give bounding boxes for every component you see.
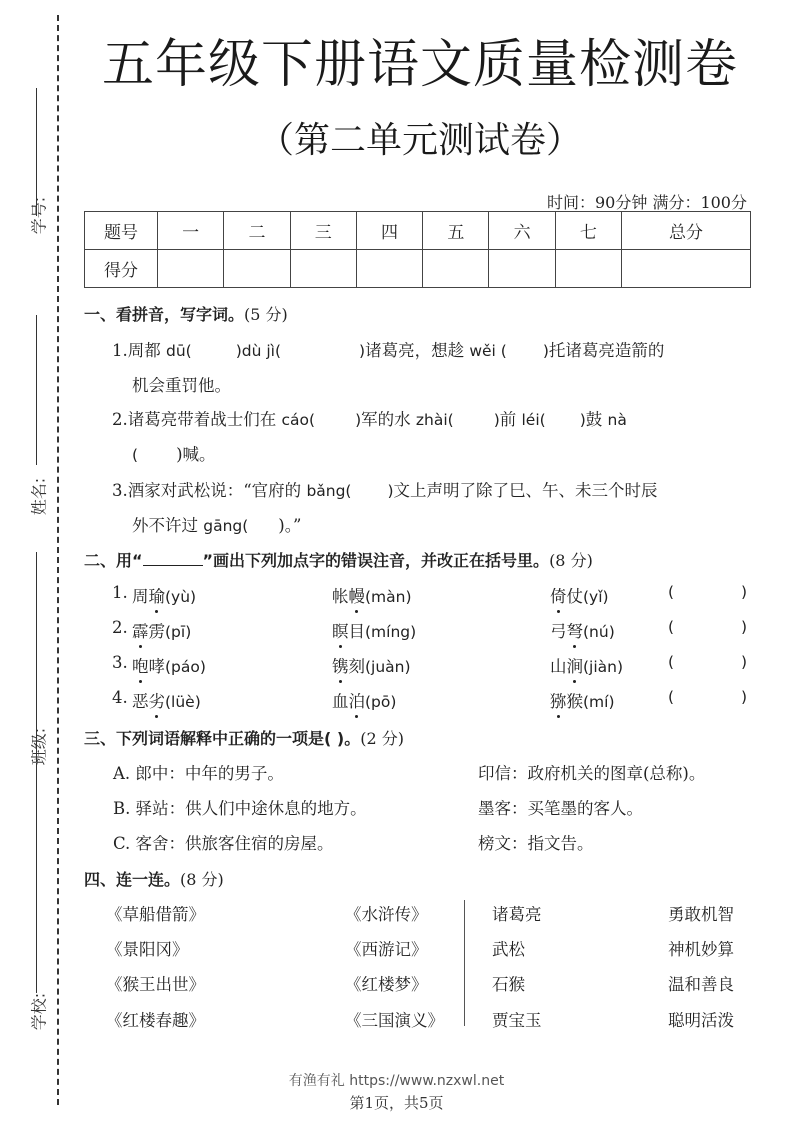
pinyin: (míng) [365,623,417,641]
pinyin: cáo( [281,411,316,429]
question-1-1 [112,337,664,361]
answer-paren-close: ) [741,688,748,706]
student-id-label: 学号: [29,196,49,235]
pinyin: nà [607,411,627,429]
word-char: 弩 [567,618,584,642]
question-text: 军的水 [361,410,411,429]
section-2-title-a: 二、用“ [84,551,143,570]
word-item [332,688,396,712]
word-char: 咆 [132,653,149,677]
pinyin: gāng( [203,517,249,535]
score-input-cell[interactable] [555,250,621,288]
question-text: 鼓 [585,410,603,429]
pinyin: (pō) [365,693,397,711]
table-cell: 一 [158,212,224,250]
question-text: 诸葛亮带着战士们在 [127,410,277,429]
class-label: 班级: [29,727,49,766]
page-number: 第1页，共5页 [349,1094,444,1112]
match-trait-1[interactable]: 勇敢机智 [668,905,734,924]
answer-paren-close: ) [741,583,748,601]
page-subtitle: （第二单元测试卷） [257,120,582,161]
word-item [550,653,623,677]
word-char: 泊 [349,688,366,712]
word-char: 猕 [550,688,567,712]
word-char: 瑜 [149,583,166,607]
section-1-heading [84,302,288,325]
option-c[interactable]: C. 客舍：供旅客住宿的房屋。 [113,834,334,853]
page-title: 五年级下册语文质量检测卷 [101,35,738,95]
word-item [132,618,191,642]
score-input-cell[interactable] [158,250,224,288]
match-story-4[interactable]: 《红楼春趣》 [106,1011,205,1030]
pinyin: (lüè) [165,693,201,711]
school-label: 学校: [29,992,49,1031]
section-3-title: 三、下列词语解释中正确的一项是( )。 [84,729,361,748]
match-trait-4[interactable]: 聪明活泼 [668,1011,734,1030]
score-input-cell[interactable] [224,250,290,288]
pinyin: dū( [166,342,192,360]
word-item [550,583,609,607]
word-char: 幔 [349,583,366,607]
answer-paren-open: ( [668,618,675,636]
match-trait-3[interactable]: 温和善良 [668,975,734,994]
pinyin: (jiàn) [583,658,624,676]
pinyin: (pī) [165,623,192,641]
question-number: 1. [112,341,128,360]
match-story-3[interactable]: 《猴王出世》 [106,975,205,994]
item-number: 2. [112,618,128,637]
pinyin: (páo) [165,658,206,676]
answer-paren-open: ( [668,653,675,671]
match-trait-2[interactable]: 神机妙算 [668,940,734,959]
pinyin: zhài( [415,411,454,429]
pinyin: ) [355,411,362,429]
word-char: 雳 [148,622,165,641]
score-input-cell[interactable] [489,250,555,288]
word-char: 猴 [566,692,583,711]
word-char: 霹 [132,618,149,642]
word-char: 帐 [332,587,349,606]
item-number: 4. [112,688,128,707]
question-text: 文上声明了除了巳、午、未三个时辰 [393,481,658,500]
question-1-3 [112,477,658,501]
match-book-4[interactable]: 《三国演义》 [345,1011,444,1030]
pinyin: (yù) [165,588,197,606]
word-item [332,618,416,642]
pinyin: ) [542,342,549,360]
option-a-right: 印信：政府机关的图章(总称)。 [478,764,706,783]
question-text: 周都 [127,341,161,360]
word-item [550,618,615,642]
question-1-3-cont [132,512,301,536]
question-number: 3. [112,481,128,500]
word-char: 刻 [348,657,365,676]
section-3-points: (2 分) [360,729,404,748]
section-4-title: 四、连一连。 [84,870,181,889]
pinyin: ) [387,482,394,500]
time-info: 时间：90分钟 满分：100分 [547,193,747,212]
pinyin: ) [235,342,242,360]
name-label: 姓名: [29,477,49,516]
question-text: )喊。 [176,445,216,464]
section-2-heading [84,548,593,571]
word-char: 山 [550,657,567,676]
table-row-headers [85,212,751,250]
match-story-2[interactable]: 《景阳冈》 [106,940,189,959]
section-2-points: (8 分) [549,551,593,570]
option-c-right: 榜文：指文告。 [478,834,594,853]
match-book-2[interactable]: 《西游记》 [345,940,428,959]
question-1-1-cont: 机会重罚他。 [132,376,231,395]
word-char: 瞑 [332,618,349,642]
cut-line [57,15,59,1105]
answer-paren-close: ) [741,618,748,636]
item-number: 3. [112,653,128,672]
table-cell: 得分 [85,250,158,288]
pinyin: ) [579,411,586,429]
underline-sample [143,551,203,566]
score-input-cell[interactable] [356,250,422,288]
pinyin: (màn) [365,588,412,606]
item-number: 1. [112,583,128,602]
pinyin: ( [132,446,139,464]
match-character-1[interactable]: 诸葛亮 [492,905,542,924]
word-char: 弓 [550,622,567,641]
table-cell: 六 [489,212,555,250]
score-input-cell[interactable] [622,250,751,288]
school-field-line[interactable] [36,763,37,993]
question-text: 酒家对武松说：“官府的 [127,481,302,500]
option-b-right: 墨客：买笔墨的客人。 [478,799,643,818]
word-item [550,688,615,712]
pinyin: (mí) [583,693,615,711]
answer-paren-close: ) [741,653,748,671]
pinyin: (yǐ) [583,588,609,606]
word-item [132,688,201,712]
question-text: 前 [499,410,517,429]
pinyin: (juàn) [365,658,411,676]
pinyin: (nú) [583,623,615,641]
table-row-scores [85,250,751,288]
score-table [84,211,751,288]
word-item [132,653,206,677]
section-2-title-b: ”画出下列加点字的错误注音，并改正在括号里。 [202,551,550,570]
match-character-2[interactable]: 武松 [492,940,525,959]
pinyin: ) [359,342,366,360]
pinyin: léi( [521,411,546,429]
question-number: 2. [112,410,128,429]
word-char: 镌 [332,653,349,677]
match-character-4[interactable]: 贾宝玉 [492,1011,542,1030]
pinyin: ) [493,411,500,429]
option-a[interactable]: A. 郎中：中年的男子。 [113,764,284,783]
answer-paren-open: ( [668,583,675,601]
word-item [132,583,196,607]
word-char: 恶 [132,692,149,711]
word-char: 周 [132,587,149,606]
section-1-points: (5 分) [244,305,288,324]
word-item [332,653,411,677]
table-cell: 七 [555,212,621,250]
match-character-3[interactable]: 石猴 [492,975,525,994]
answer-blank[interactable] [680,618,740,640]
question-1-2-cont [132,441,216,465]
word-char: 血 [332,692,349,711]
name-field-line[interactable] [36,315,37,465]
score-input-cell[interactable] [423,250,489,288]
word-char: 倚 [550,583,567,607]
answer-blank[interactable] [680,653,740,675]
table-cell: 总分 [622,212,751,250]
pinyin: dù jì( [241,342,282,360]
score-input-cell[interactable] [290,250,356,288]
table-cell: 五 [423,212,489,250]
word-char: 哮 [148,657,165,676]
section-1-title: 一、看拼音，写字词。 [84,305,245,324]
column-divider [464,900,465,1026]
table-cell: 四 [356,212,422,250]
pinyin: bǎng( [306,482,352,500]
table-cell: 三 [290,212,356,250]
word-char: 仗 [566,587,583,606]
section-4-points: (8 分) [180,870,224,889]
pinyin: wěi ( [469,342,507,360]
question-text: 诸葛亮，想趁 [365,341,465,360]
answer-paren-open: ( [668,688,675,706]
answer-blank[interactable] [680,583,740,605]
match-book-3[interactable]: 《红楼梦》 [345,975,428,994]
table-cell: 二 [224,212,290,250]
question-text: )。” [278,516,302,535]
section-3-heading [84,726,404,749]
question-text: 外不许过 [132,516,198,535]
word-char: 涧 [567,653,584,677]
answer-blank[interactable] [680,688,740,710]
table-cell: 题号 [85,212,158,250]
match-book-1[interactable]: 《水浒传》 [345,905,428,924]
word-char: 劣 [149,688,166,712]
watermark: 有渔有礼 https://www.nzxwl.net [288,1073,505,1089]
question-1-2 [112,406,627,430]
word-item [332,583,412,607]
match-story-1[interactable]: 《草船借箭》 [106,905,205,924]
word-char: 目 [348,622,365,641]
option-b[interactable]: B. 驿站：供人们中途休息的地方。 [113,799,367,818]
question-text: 托诸葛亮造箭的 [548,341,665,360]
section-4-heading [84,867,224,890]
